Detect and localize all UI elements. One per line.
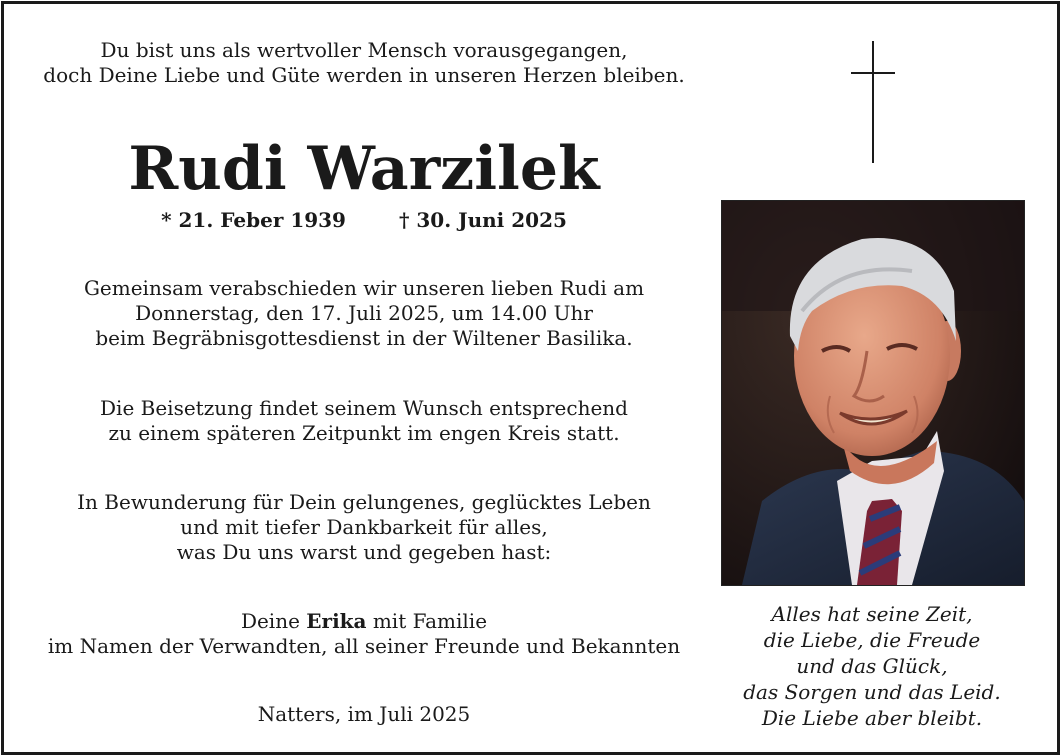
poem-line: und das Glück, bbox=[796, 654, 948, 678]
mourner-name: Erika bbox=[306, 609, 367, 633]
motto-line: doch Deine Liebe und Güte werden in unseren Herzen bleiben. bbox=[43, 63, 685, 87]
obituary-card bbox=[1, 1, 1060, 755]
mourners-suffix: mit Familie bbox=[372, 609, 488, 633]
farewell-paragraph bbox=[4, 276, 724, 351]
admiration-line: was Du uns warst und gegeben hast: bbox=[176, 540, 552, 564]
burial-line: zu einem späteren Zeitpunkt im engen Kreis statt. bbox=[108, 421, 620, 445]
farewell-line: beim Begräbnisgottesdienst in der Wiltener Basilika. bbox=[95, 326, 633, 350]
poem-line: die Liebe, die Freude bbox=[763, 628, 981, 652]
portrait-photo bbox=[721, 200, 1025, 586]
admiration-paragraph bbox=[4, 490, 724, 565]
motto bbox=[4, 38, 724, 88]
deceased-name: Rudi Warzilek bbox=[128, 134, 600, 204]
admiration-line: In Bewunderung für Dein gelungenes, geglücktes Leben bbox=[77, 490, 651, 514]
mourners-line: im Namen der Verwandten, all seiner Freunde und Bekannten bbox=[47, 634, 681, 658]
poem-line: Alles hat seine Zeit, bbox=[771, 602, 973, 626]
birth-date: * 21. Feber 1939 bbox=[161, 208, 346, 232]
place-date: Natters, im Juli 2025 bbox=[257, 702, 471, 726]
motto-line: Du bist uns als wertvoller Mensch vorausgegangen, bbox=[100, 38, 628, 62]
farewell-line: Gemeinsam verabschieden wir unseren lieben Rudi am bbox=[83, 276, 645, 300]
burial-line: Die Beisetzung findet seinem Wunsch entsprechend bbox=[100, 396, 628, 420]
death-date: † 30. Juni 2025 bbox=[398, 208, 567, 232]
mourners-prefix: Deine bbox=[240, 609, 300, 633]
poem bbox=[722, 601, 1022, 731]
poem-line: das Sorgen und das Leid. bbox=[743, 680, 1001, 704]
mourners-line bbox=[4, 609, 724, 634]
latin-cross-icon bbox=[851, 41, 895, 163]
poem-line: Die Liebe aber bleibt. bbox=[761, 706, 983, 730]
mourners-paragraph bbox=[4, 609, 724, 659]
admiration-line: und mit tiefer Dankbarkeit für alles, bbox=[180, 515, 548, 539]
farewell-line: Donnerstag, den 17. Juli 2025, um 14.00 Uhr bbox=[135, 301, 593, 325]
burial-paragraph bbox=[4, 396, 724, 446]
life-dates bbox=[4, 208, 724, 232]
